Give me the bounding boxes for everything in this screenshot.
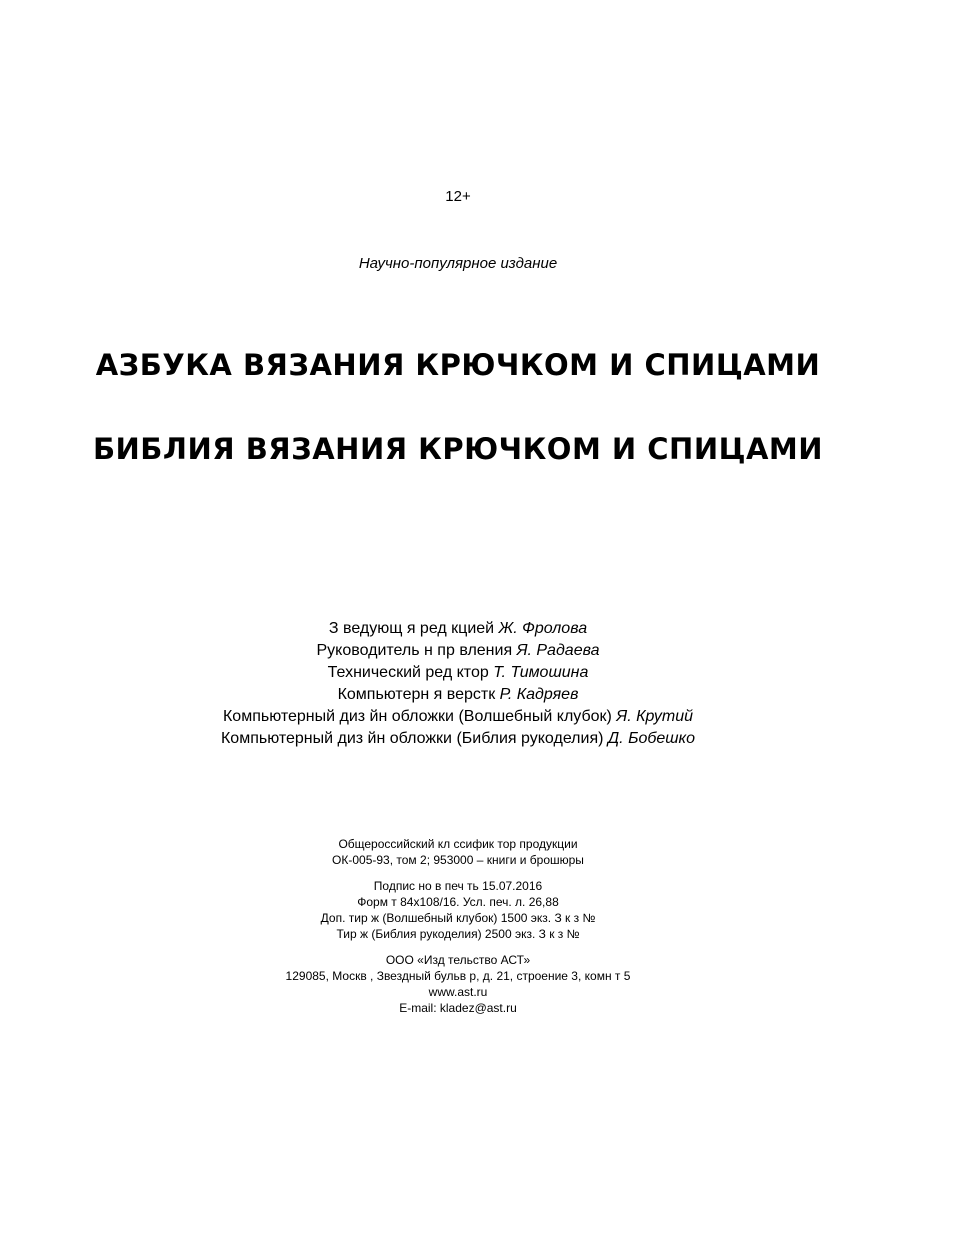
publisher-address: 129085, Москв , Звездный бульв р, д. 21, строение 3, комн т 5: [285, 969, 631, 983]
genre-label: Научно-популярное издание: [358, 255, 558, 272]
credit-role: Компьютерный диз йн обложки (Библия рукоделия): [220, 730, 604, 747]
age-rating: 12+: [445, 188, 471, 205]
credit-name: Д. Бобешко: [607, 730, 696, 747]
credit-role: З ведующ я ред кцией: [328, 620, 495, 637]
book-title-2: БИБЛИЯ ВЯЗАНИЯ КРЮЧКОМ И СПИЦАМИ: [92, 432, 824, 466]
imprint-line: Доп. тир ж (Волшебный клубок) 1500 экз. З к з №: [320, 911, 596, 925]
publisher-email: E-mail: kladez@ast.ru: [399, 1001, 517, 1015]
credit-name: Я. Крутий: [616, 708, 694, 725]
classifier-block: [0, 836, 916, 868]
credit-row: [0, 684, 916, 706]
publisher-name: ООО «Изд тельство АСТ»: [385, 953, 531, 967]
print-info-block: [0, 878, 916, 942]
credit-role: Технический ред ктор: [327, 664, 489, 681]
credit-row: [0, 640, 916, 662]
credit-name: Ж. Фролова: [498, 620, 588, 637]
publisher-block: [0, 952, 916, 1016]
imprint-line: Подпис но в печ ть 15.07.2016: [373, 879, 543, 893]
imprint-line: Общероссийский кл ссифик тор продукции: [338, 837, 578, 851]
credit-row: [0, 662, 916, 684]
book-title-1: АЗБУКА ВЯЗАНИЯ КРЮЧКОМ И СПИЦАМИ: [95, 348, 821, 382]
credit-name: Р. Кадряев: [499, 686, 579, 703]
imprint-line: Тир ж (Библия рукоделия) 2500 экз. З к з №: [336, 927, 580, 941]
credit-name: Т. Тимошина: [493, 664, 589, 681]
credit-name: Я. Радаева: [516, 642, 600, 659]
publisher-website: www.ast.ru: [428, 985, 488, 999]
credit-role: Компьютерн я верстк: [337, 686, 500, 703]
credit-role: Компьютерный диз йн обложки (Волшебный клубок): [222, 708, 612, 725]
credit-row: [0, 728, 916, 750]
imprint-line: ОК-005-93, том 2; 953000 – книги и брошюры: [332, 853, 584, 867]
credit-role: Руководитель н пр вления: [316, 642, 513, 659]
credits-list: [0, 618, 916, 750]
credit-row: [0, 706, 916, 728]
imprint-line: Форм т 84х108/16. Усл. печ. л. 26,88: [357, 895, 559, 909]
credit-row: [0, 618, 916, 640]
imprint-block: [0, 836, 916, 1026]
